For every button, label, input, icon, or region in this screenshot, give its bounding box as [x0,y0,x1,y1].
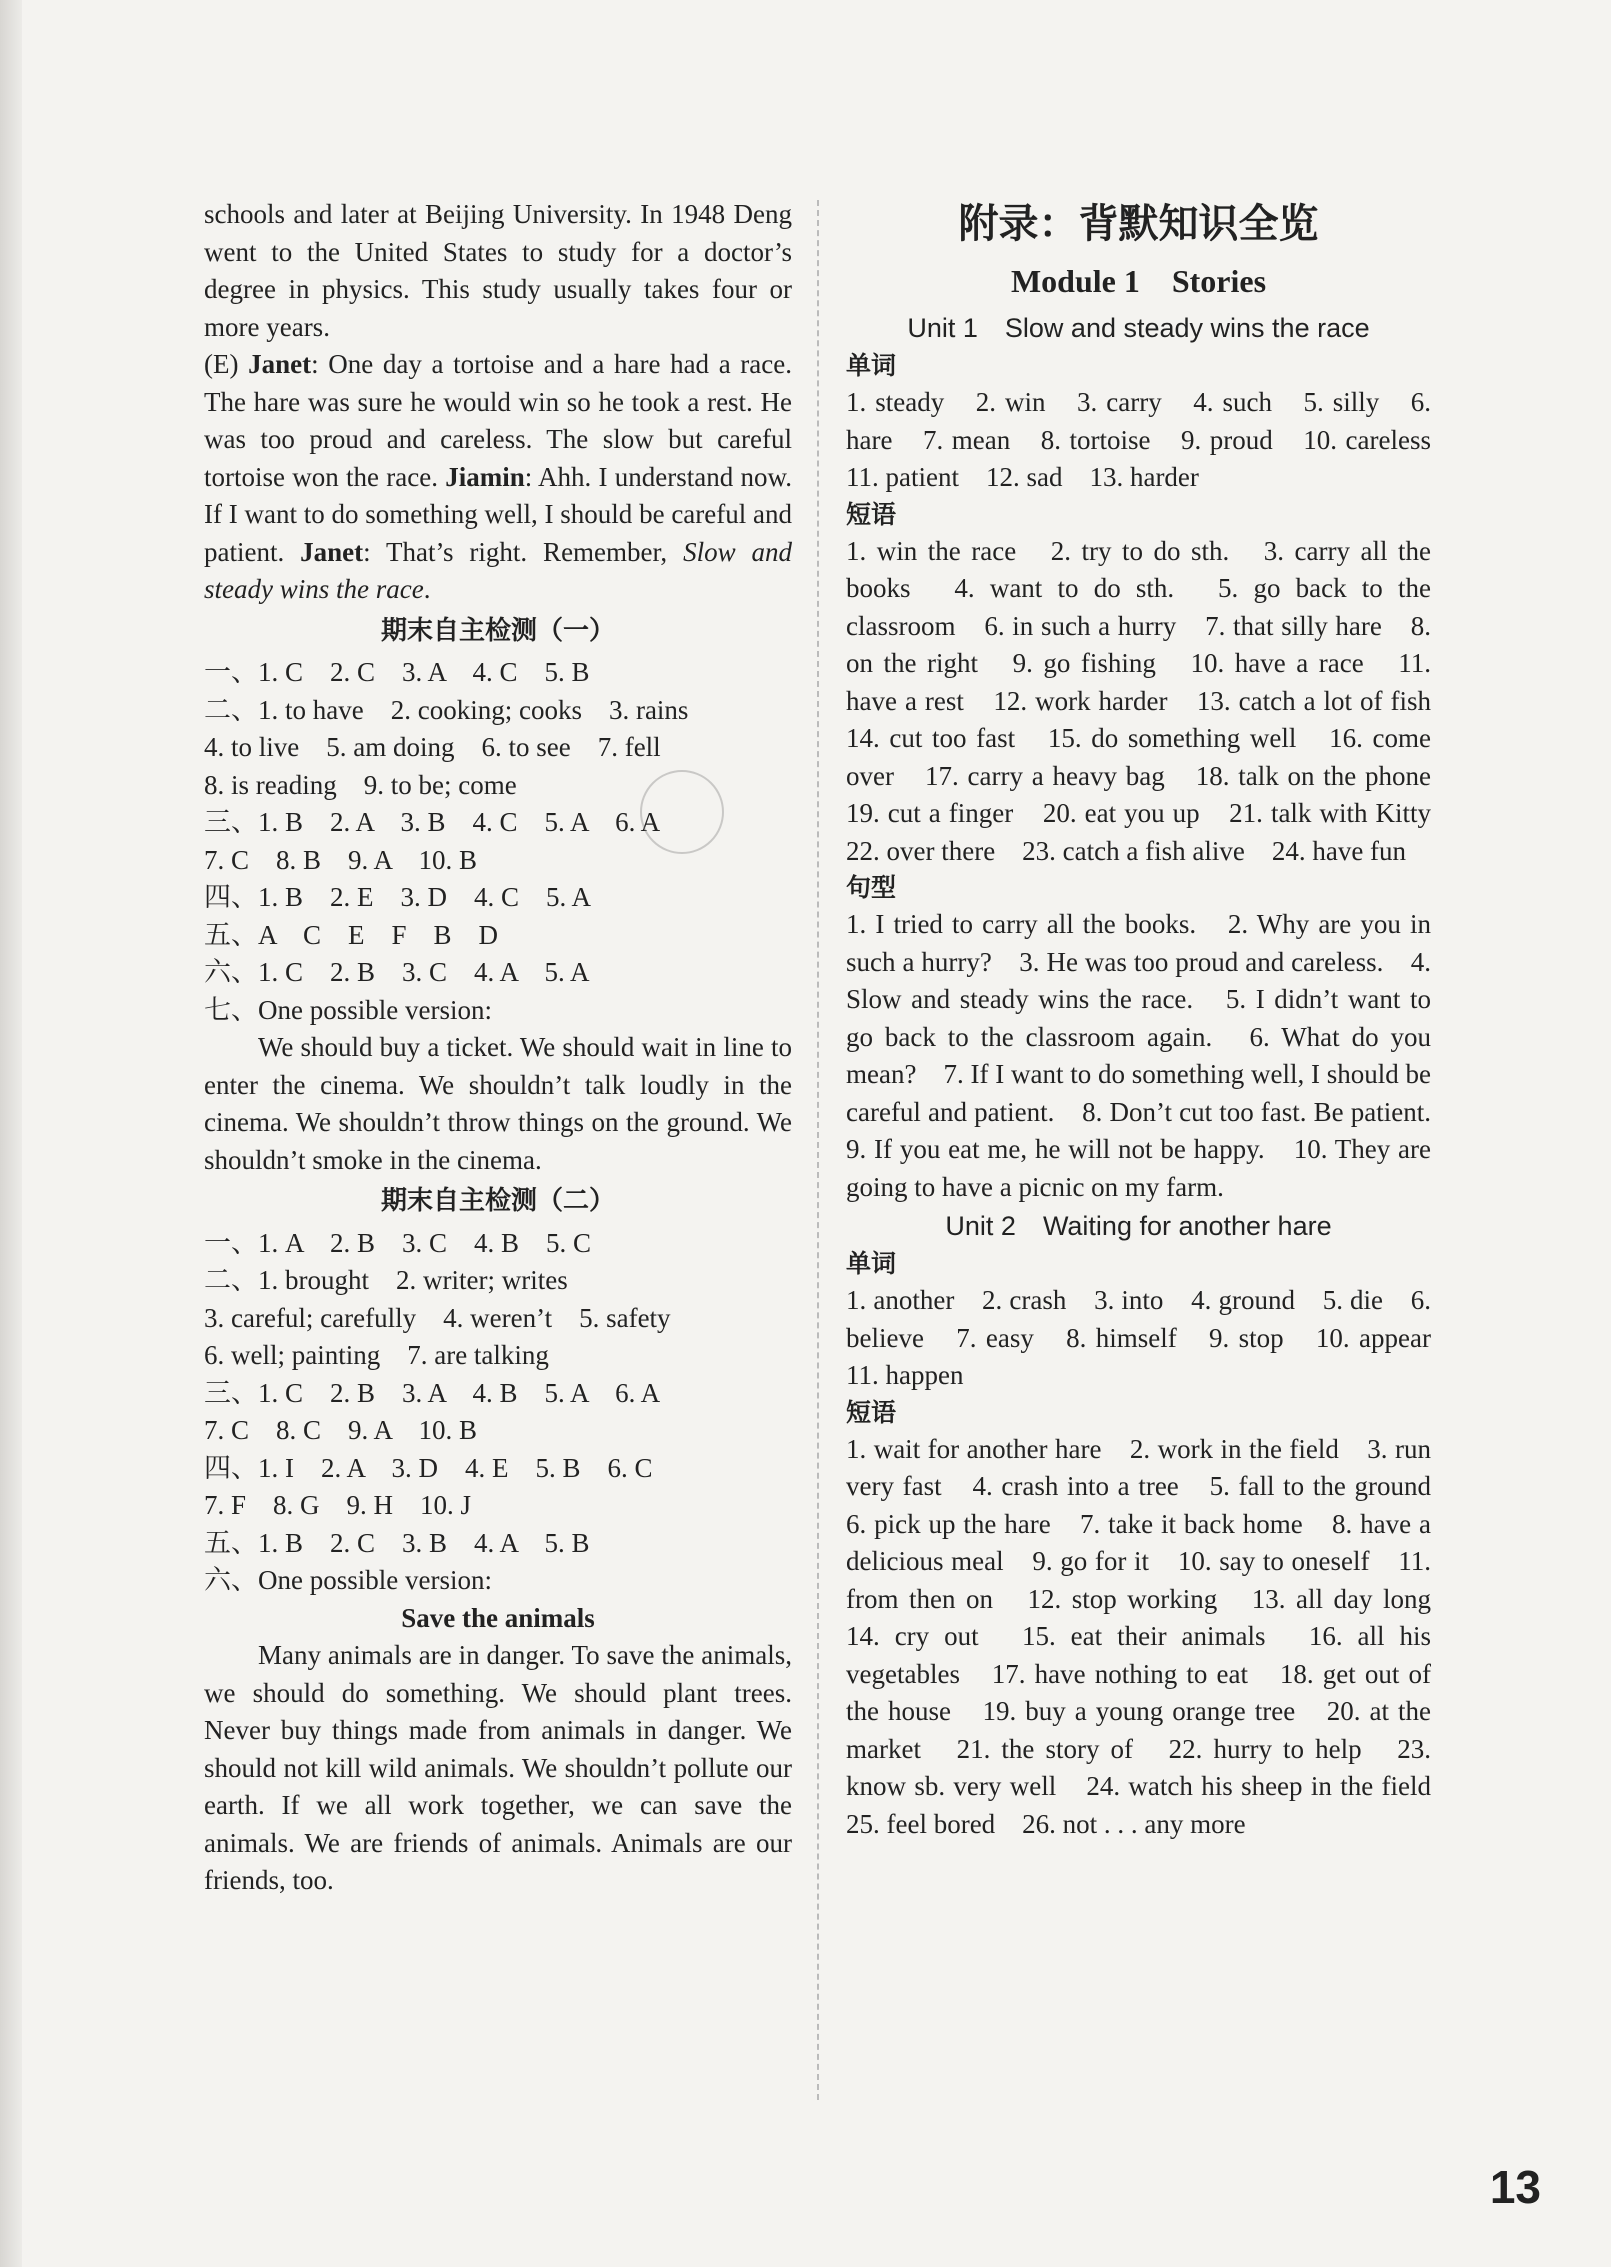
module-title: Module 1 Stories [1010,263,1267,299]
unit1-words: 1. steady 2. win 3. carry 4. such 5. silly 6. hare 7. mean 8. tortoise 9. proud 10. careless 11. patient 12. sad 13. harder [846,387,1458,492]
unit2-words-label: 单词 [846,1249,897,1278]
answer-line: 六、One possible version: [204,1565,492,1595]
answer-line: 七、One possible version: [204,994,492,1025]
unit1-sentences-label: 句型 [846,873,897,902]
test1-essay: We should buy a ticket. We should wait in line to enter the cinema. We shouldn’t talk loudly in the cinema. We shouldn’t throw things on the ground. We shouldn’t smoke in the cinema. [204,1032,792,1175]
answer-line: 六、1. C 2. B 3. C 4. A 5. A [204,957,590,987]
answer-line: 7. F 8. G 9. H 10. J [204,1490,472,1520]
answer-line: 8. is reading 9. to be; come [204,769,517,800]
unit1-phrases: 1. win the race 2. try to do sth. 3. carry all the books 4. want to do sth. 5. go back to the classroom 6. in such a hurry 7. that silly hare 8. on the right 9. go fishing 10. have a race 11. have a rest 12. work harder 13. catch a lot of fish 14. cut too fast 15. do something well 16. come over 17. carry a heavy bag 18. talk on the phone 19. cut a finger 20. eat you up 21. talk with Kitty 22. over there 23. catch a fish alive 24. have fun [846,535,1458,866]
page-edge [0,0,22,2267]
answer-line: 二、1. to have 2. cooking; cooks 3. rains [204,694,689,725]
speaker-name: Janet [300,536,364,567]
test2-answers [204,1225,792,1600]
dialogue-text: (E) [204,349,249,379]
answer-line: 三、1. C 2. B 3. A 4. B 5. A 6. A [204,1377,661,1408]
unit2-words: 1. another 2. crash 3. into 4. ground 5. die 6. believe 7. easy 8. himself 9. stop 10. appear 11. happen [846,1285,1458,1390]
test2-essay-title: Save the animals [401,1602,595,1633]
right-column [846,196,1458,1843]
answer-line: 四、1. I 2. A 3. D 4. E 5. B 6. C [204,1452,653,1483]
answer-line: 7. C 8. B 9. A 10. B [204,844,478,875]
answer-line: 7. C 8. C 9. A 10. B [204,1415,478,1445]
column-divider [817,200,819,2100]
answer-line: 6. well; painting 7. are talking [204,1340,549,1370]
dialogue-text: : Ahh. I understand now. If I want to do something well, I should be careful and patient. [204,461,792,567]
dialogue-text: : One day a tortoise and a hare had a race. The hare was sure he would win so he took a rest. He was too proud and careless. The slow but careful tortoise won the race. [204,349,793,492]
unit2-phrases: 1. wait for another hare 2. work in the field 3. run very fast 4. crash into a tree 5. fall to the ground 6. pick up the hare 7. take it back home 8. have a delicious meal 9. go for it 10. say to oneself 11. from then on 12. stop working 13. all day long 14. cry out 15. eat their animals 16. all his vegetables 17. have nothing to eat 18. get out of the house 19. buy a young orange tree 20. at the market 21. the story of 22. hurry to help 23. know sb. very well 24. watch his sheep in the field 25. feel bored 26. not . . . any more [846,1433,1458,1839]
answer-line: 三、1. B 2. A 3. B 4. C 5. A 6. A [204,807,661,837]
dialogue-paragraph [204,346,792,609]
answer-line: 五、1. B 2. C 3. B 4. A 5. B [204,1527,590,1558]
left-column [204,196,792,1900]
dialogue-text: . [423,574,431,604]
dialogue-text: Slow and steady wins the race [204,536,792,604]
speaker-name: Jiamin [445,461,525,492]
unit1-title: Unit 1 Slow and steady wins the race [907,313,1370,343]
answer-line: 4. to live 5. am doing 6. to see 7. fell [204,732,661,762]
page-number: 13 [1489,2161,1541,2213]
test2-title: 期末自主检测（二） [380,1186,615,1216]
answer-line: 二、1. brought 2. writer; writes [204,1265,568,1295]
unit1-words-label: 单词 [846,351,897,380]
answer-line: 一、1. A 2. B 3. C 4. B 5. C [204,1227,592,1258]
unit2-phrases-label: 短语 [846,1397,897,1427]
answer-line: 3. careful; carefully 4. weren’t 5. safety [204,1302,671,1333]
dialogue-text: : That’s right. Remember, [363,536,684,567]
watermark-stamp [640,770,724,854]
answer-line: 五、A C E F B D [204,919,499,950]
test2-essay: Many animals are in danger. To save the animals, we should do something. We should plant trees. Never buy things made from animals in danger. We should not kill wild animals. We shouldn’t pollute our earth. If we all work together, we can save the animals. We are friends of animals. Animals are our friends, too. [204,1640,792,1895]
answer-line: 四、1. B 2. E 3. D 4. C 5. A [204,882,592,912]
appendix-title: 附录：背默知识全览 [958,201,1319,247]
speaker-name: Janet [248,349,312,379]
test1-title: 期末自主检测（一） [380,615,615,646]
answer-line: 一、1. C 2. C 3. A 4. C 5. B [204,657,590,687]
intro-paragraph: schools and later at Beijing University. In 1948 Deng went to the United States to study for a doctor’s degree in physics. This study usually takes four or more years. [204,199,792,342]
unit1-sentences: 1. I tried to carry all the books. 2. Why are you in such a hurry? 3. He was too proud and careless. 4. Slow and steady wins the race. 5. I didn’t want to go back to the classroom again. 6. What do you mean? 7. If I want to do something well, I should be careful and patient. 8. Don’t cut too fast. Be patient. 9. If you eat me, he will not be happy. 10. They are going to have a picnic on my farm. [846,909,1458,1202]
unit2-title: Unit 2 Waiting for another hare [945,1211,1332,1241]
unit1-phrases-label: 短语 [846,499,897,529]
